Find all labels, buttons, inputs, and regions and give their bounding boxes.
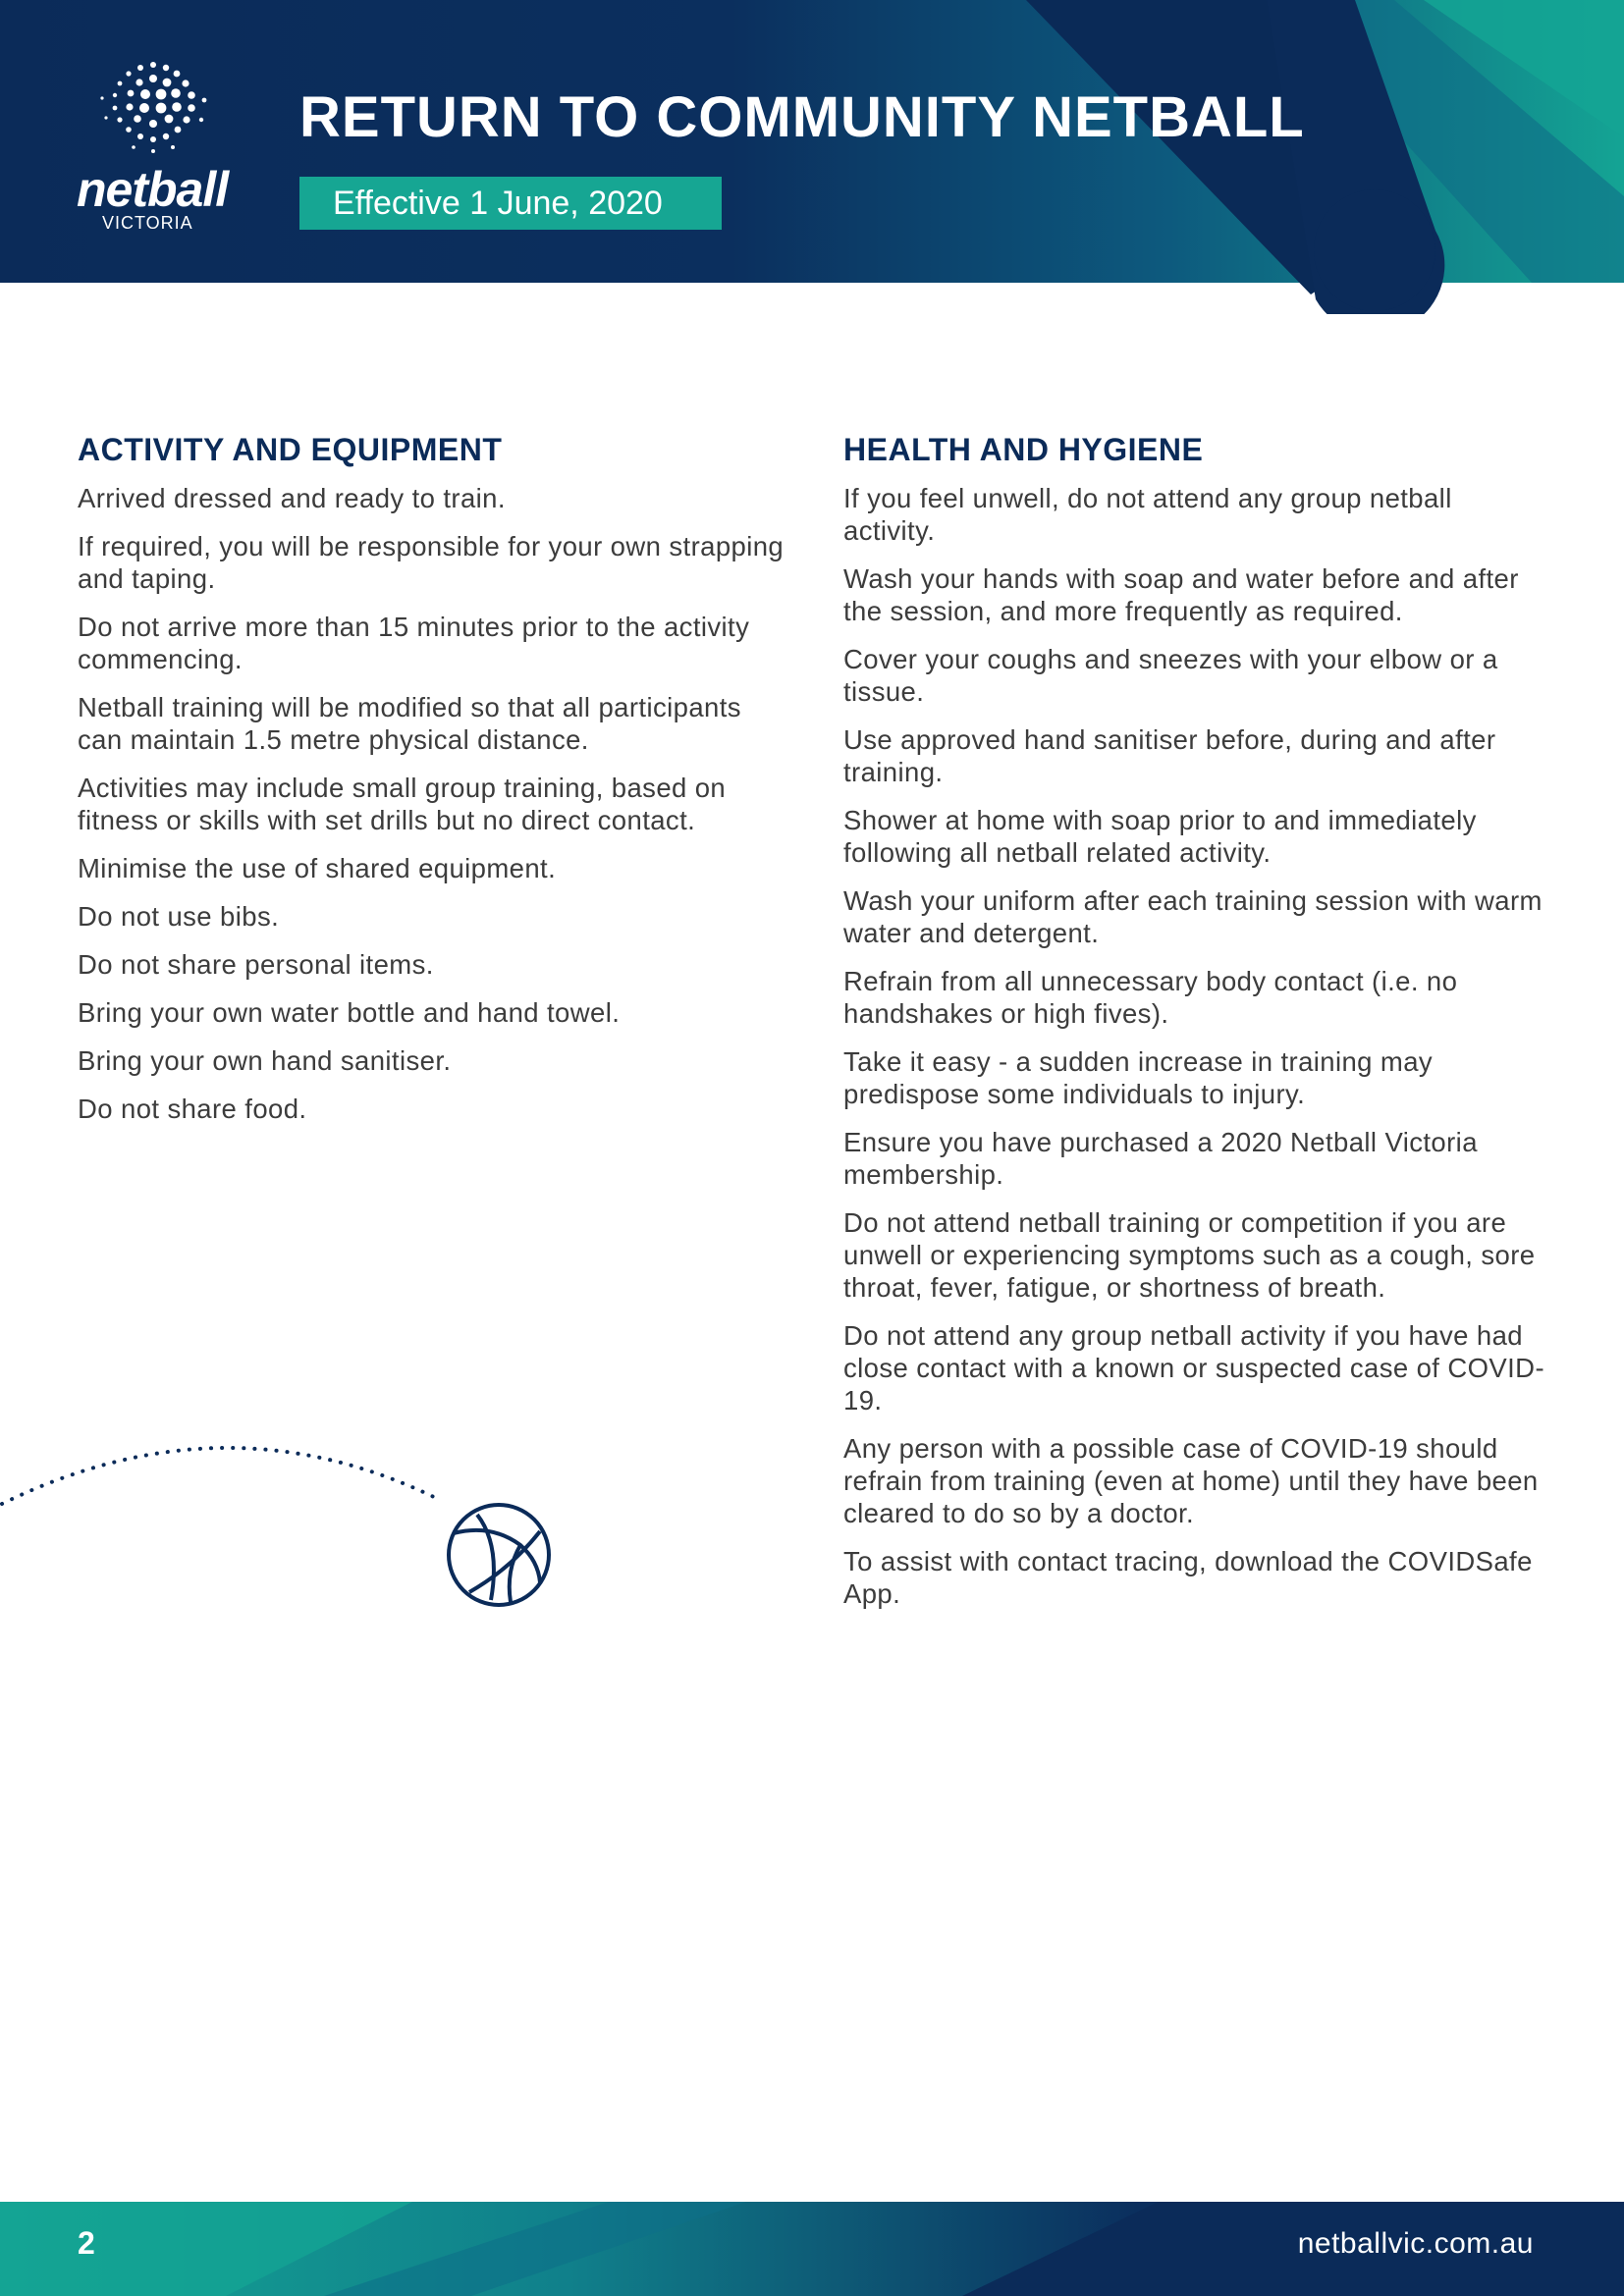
health-list xyxy=(843,482,1550,1610)
list-item: Bring your own hand sanitiser. xyxy=(78,1045,452,1076)
list-item: Netball training will be modified so that all participants can maintain 1.5 metre physical distance. xyxy=(78,692,741,755)
list-item: Activities may include small group training, based on fitness or skills with set drills but no direct contact. xyxy=(78,773,727,835)
header-decoration xyxy=(0,0,1624,314)
list-item: Refrain from all unnecessary body contact (i.e. no handshakes or high fives). xyxy=(843,966,1458,1029)
list-item: Arrived dressed and ready to train. xyxy=(78,483,506,513)
list-item: Ensure you have purchased a 2020 Netball Victoria membership. xyxy=(843,1127,1478,1190)
activity-list xyxy=(78,482,785,1125)
list-item: If required, you will be responsible for your own strapping and taping. xyxy=(78,531,785,594)
page-footer xyxy=(0,2202,1624,2296)
activity-section xyxy=(78,432,785,1141)
logo-subtitle: VICTORIA xyxy=(102,213,193,233)
list-item: Wash your hands with soap and water before and after the session, and more frequently as required. xyxy=(843,563,1519,626)
list-item: Shower at home with soap prior to and immediately following all netball related activity. xyxy=(843,805,1477,868)
page-number: 2 xyxy=(78,2225,95,2261)
page-title: RETURN TO COMMUNITY NETBALL xyxy=(299,85,1305,149)
list-item: Wash your uniform after each training session with warm water and detergent. xyxy=(843,885,1543,948)
list-item: Take it easy - a sudden increase in training may predispose some individuals to injury. xyxy=(843,1046,1434,1109)
list-item: Do not use bibs. xyxy=(78,901,280,932)
website-link[interactable]: netballvic.com.au xyxy=(1297,2227,1534,2260)
list-item: To assist with contact tracing, download the COVIDSafe App. xyxy=(843,1546,1533,1609)
list-item: Do not arrive more than 15 minutes prior to the activity commencing. xyxy=(78,612,750,674)
list-item: Cover your coughs and sneezes with your elbow or a tissue. xyxy=(843,644,1498,707)
activity-heading: ACTIVITY AND EQUIPMENT xyxy=(78,432,503,467)
effective-date-badge: Effective 1 June, 2020 xyxy=(299,177,722,230)
dotted-arc xyxy=(2,1448,440,1504)
list-item: Any person with a possible case of COVID-19 should refrain from training (even at home) until they have been cleared to do so by a doctor. xyxy=(843,1433,1539,1528)
logo-wordmark: netball xyxy=(77,162,229,217)
list-item: Do not share personal items. xyxy=(78,949,434,980)
list-item: Bring your own water bottle and hand towel. xyxy=(78,997,621,1028)
netball-trajectory-illustration xyxy=(0,1414,569,1620)
netball-icon xyxy=(449,1505,549,1605)
list-item: Do not share food. xyxy=(78,1094,307,1124)
list-item: Do not attend any group netball activity if you have had close contact with a known or suspected case of COVID-19. xyxy=(843,1320,1545,1415)
page-header xyxy=(0,0,1624,283)
list-item: Do not attend netball training or competition if you are unwell or experiencing symptoms such as a cough, sore throat, fever, fatigue, or shortness of breath. xyxy=(843,1207,1536,1303)
list-item: Use approved hand sanitiser before, during and after training. xyxy=(843,724,1496,787)
health-section xyxy=(843,432,1550,1626)
health-heading: HEALTH AND HYGIENE xyxy=(843,432,1204,467)
list-item: Minimise the use of shared equipment. xyxy=(78,853,557,883)
list-item: If you feel unwell, do not attend any group netball activity. xyxy=(843,483,1452,546)
